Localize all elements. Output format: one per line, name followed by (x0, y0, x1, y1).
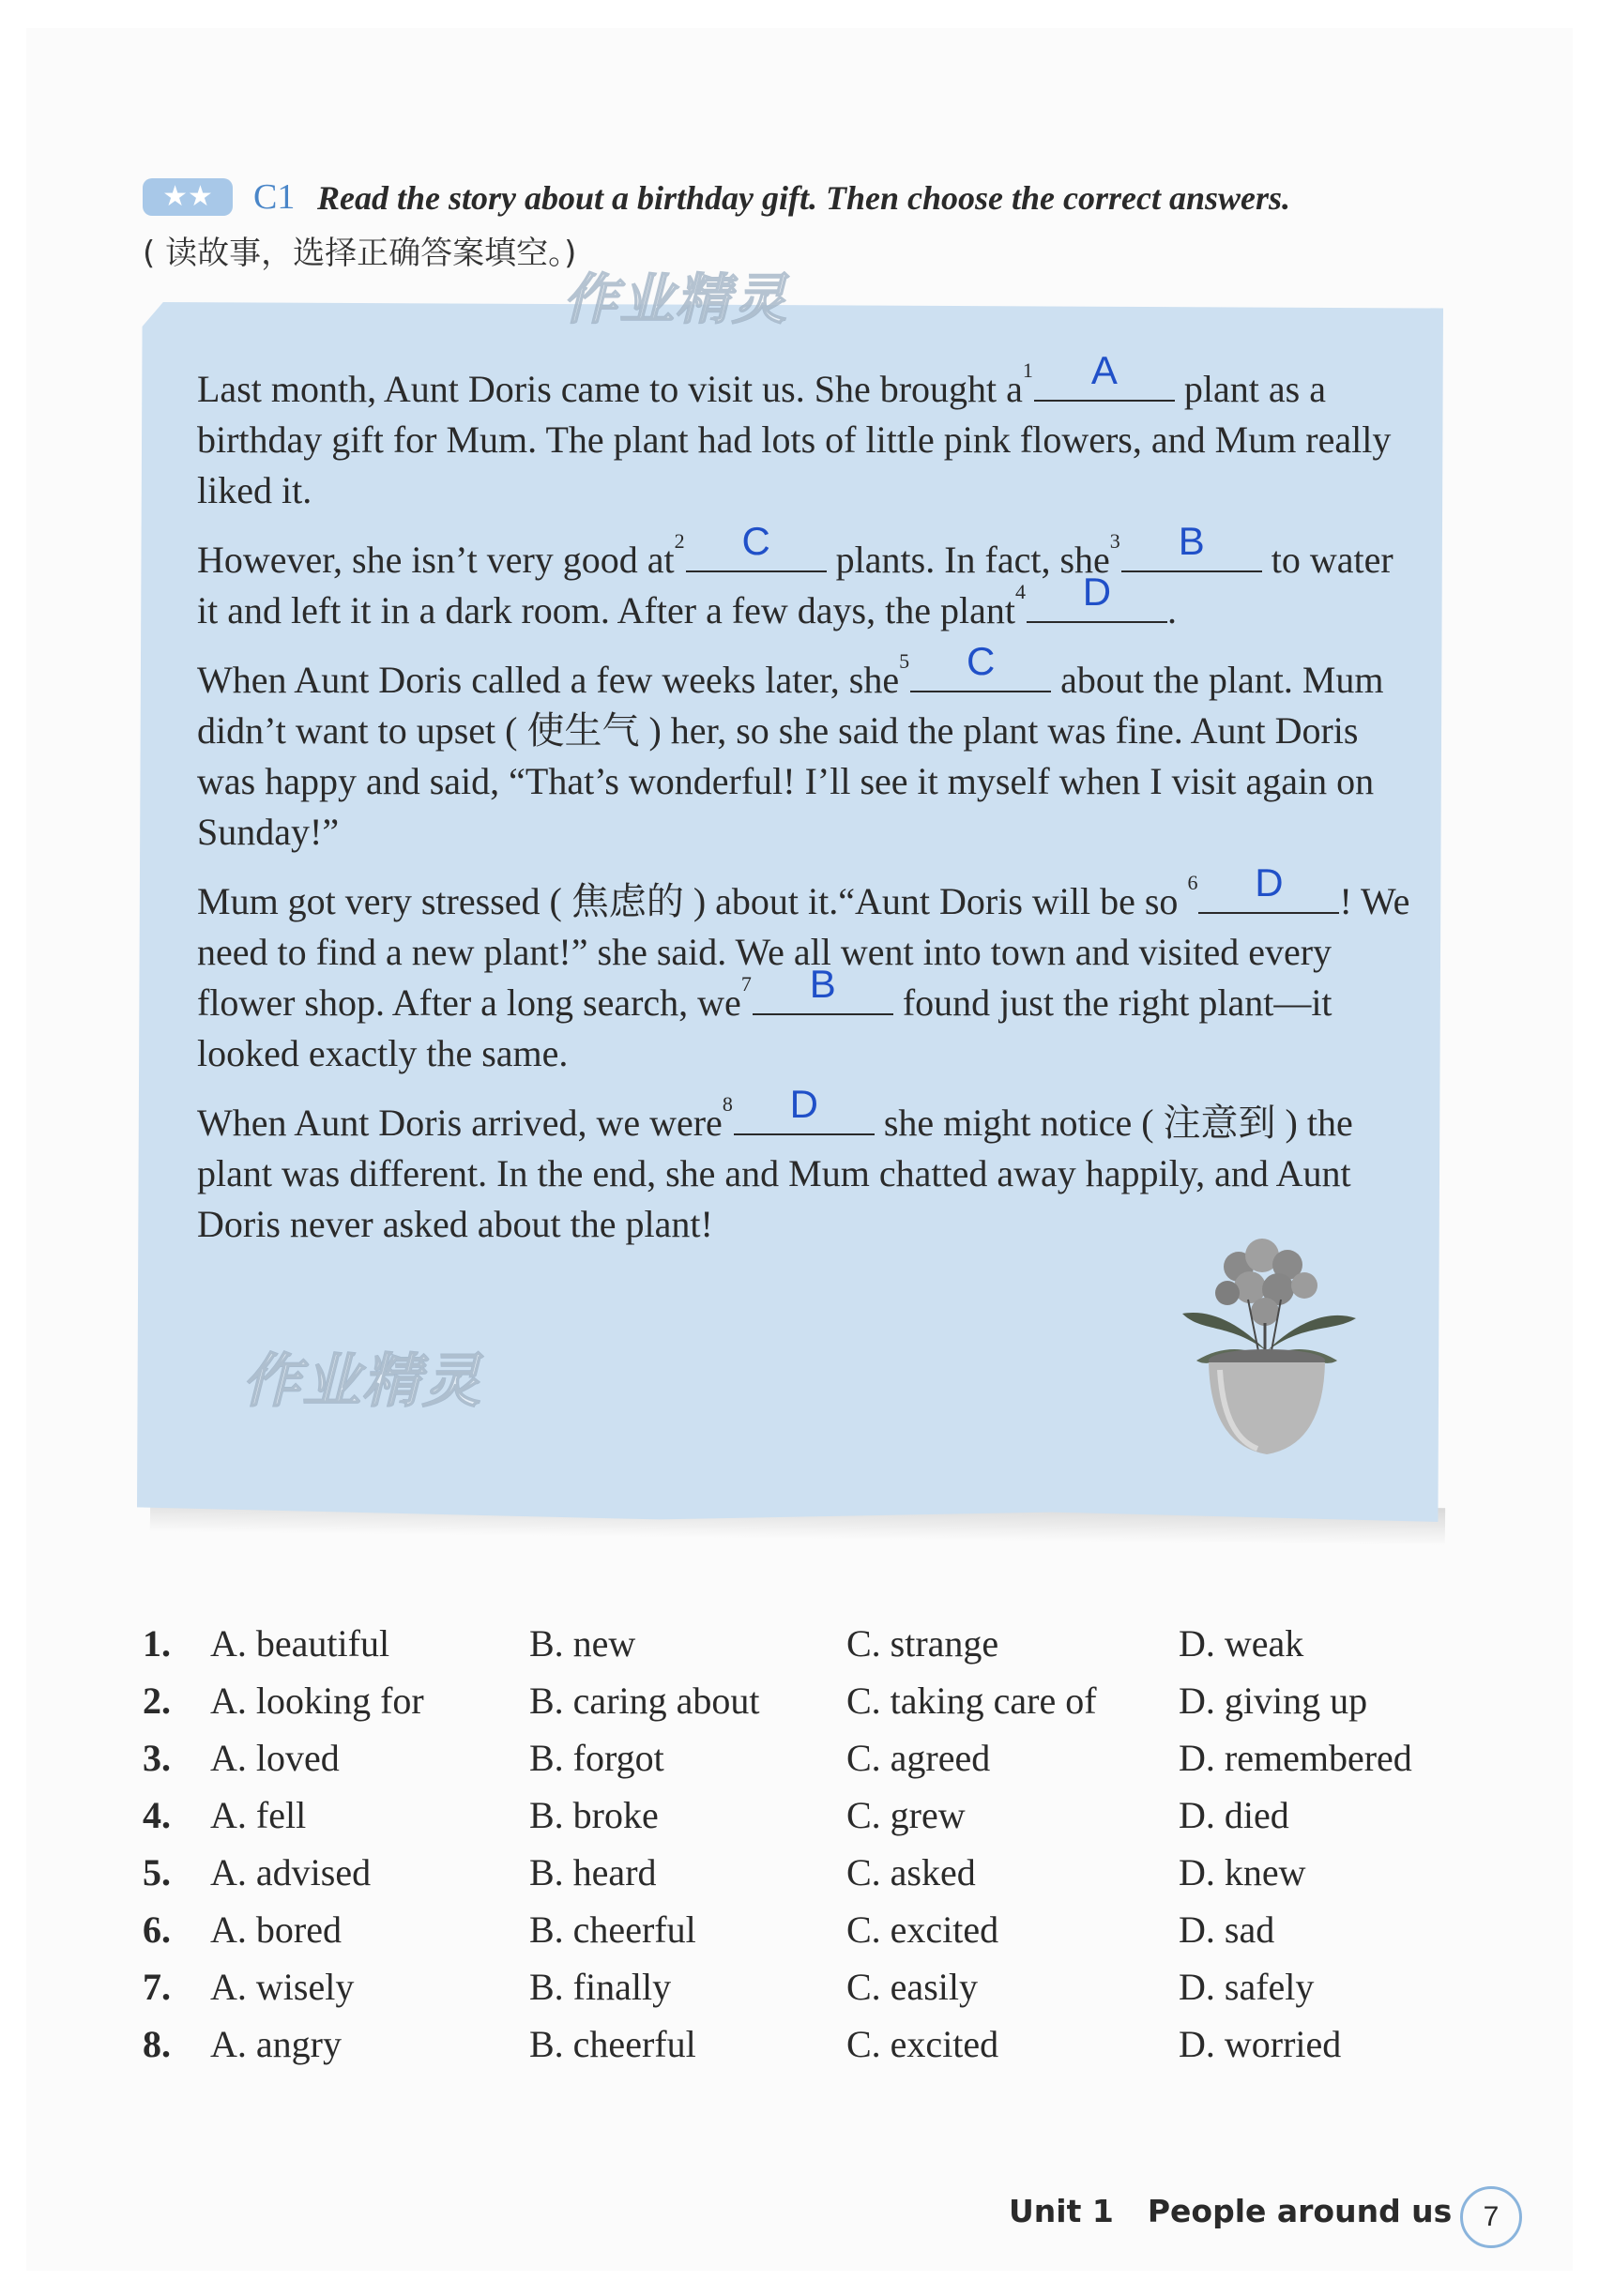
option-c[interactable]: C. asked (846, 1851, 976, 1893)
blank-number: 5 (899, 649, 910, 673)
option-b[interactable]: B. heard (529, 1851, 657, 1893)
option-row (143, 1793, 1456, 1850)
option-d[interactable]: D. worried (1179, 2023, 1342, 2065)
page-number (1460, 2186, 1522, 2248)
answer-blank-8[interactable] (722, 1082, 875, 1135)
handwritten-answer: B (809, 962, 836, 1006)
option-a[interactable]: A. angry (210, 2023, 342, 2065)
option-row (143, 1736, 1456, 1793)
story-text-segment: she might notice ( 注意到 ) the plant was different. In the end, she and Mum chatted away happily, and Aunt Doris never asked about the plant! (197, 1102, 1353, 1245)
option-a[interactable]: A. loved (210, 1737, 340, 1779)
blank-number: 6 (1187, 871, 1198, 894)
story-paragraph-1 (197, 348, 1417, 516)
option-d[interactable]: D. remembered (1179, 1737, 1412, 1779)
story-text-segment: However, she isn’t very good at (197, 539, 675, 581)
option-d[interactable]: D. weak (1179, 1622, 1304, 1665)
option-a[interactable]: A. advised (210, 1851, 372, 1893)
section-label: C1 (253, 177, 296, 217)
option-d[interactable]: D. knew (1179, 1851, 1306, 1893)
option-row (143, 1908, 1456, 1965)
question-number: 4. (143, 1794, 171, 1836)
option-a[interactable]: A. wisely (210, 1966, 355, 2008)
instruction-text: Read the story about a birthday gift. Then choose the correct answers. (317, 179, 1291, 217)
question-number: 5. (143, 1851, 171, 1893)
difficulty-stars-badge (143, 178, 233, 216)
option-b[interactable]: B. caring about (529, 1680, 760, 1722)
option-b[interactable]: B. new (529, 1622, 636, 1665)
option-c[interactable]: C. strange (846, 1622, 999, 1665)
question-number: 1. (143, 1622, 171, 1665)
answer-blank-6[interactable] (1187, 860, 1339, 914)
story-text-segment: Last month, Aunt Doris came to visit us. She brought a (197, 368, 1023, 410)
handwritten-answer: D (1255, 860, 1284, 905)
story-text-segment: Mum got very stressed ( 焦虑的 ) about it.“Aunt Doris will be so (197, 880, 1179, 922)
story-paragraph-2 (197, 519, 1417, 636)
blank-number: 2 (674, 529, 685, 553)
blank-number: 1 (1022, 358, 1033, 382)
handwritten-answer: D (789, 1082, 818, 1126)
handwritten-answer: C (966, 639, 996, 683)
option-b[interactable]: B. finally (529, 1966, 672, 2008)
option-b[interactable]: B. forgot (529, 1737, 664, 1779)
question-number: 6. (143, 1908, 171, 1951)
option-d[interactable]: D. died (1179, 1794, 1289, 1836)
story-text-segment: When Aunt Doris arrived, we were (197, 1102, 723, 1144)
question-number: 2. (143, 1680, 171, 1722)
option-a[interactable]: A. fell (210, 1794, 307, 1836)
unit-label: Unit 1 (1009, 2193, 1114, 2229)
story-paragraph-3 (197, 639, 1417, 858)
blank-number: 3 (1109, 529, 1120, 553)
watermark-bottom: 作业精灵 (242, 1346, 483, 1415)
story-text-segment: found just the right plant—it looked exactly the same. (197, 981, 1332, 1074)
answer-blank-7[interactable] (740, 962, 893, 1015)
story-text (197, 348, 1417, 1269)
page-footer (1009, 2193, 1452, 2229)
option-c[interactable]: C. agreed (846, 1737, 991, 1779)
option-d[interactable]: D. sad (1179, 1908, 1275, 1951)
answer-blank-2[interactable] (674, 519, 827, 572)
option-b[interactable]: B. cheerful (529, 2023, 696, 2065)
option-d[interactable]: D. giving up (1179, 1680, 1368, 1722)
story-text-segment: to water it and left it in a dark room. After a few days, the plant (197, 539, 1393, 631)
unit-title: People around us (1147, 2193, 1453, 2229)
answer-blank-5[interactable] (899, 639, 1051, 692)
story-text-segment: ! We need to find a new plant!” she said. We all went into town and visited every flower shop. After a long search, we (197, 880, 1410, 1024)
handwritten-answer: B (1178, 519, 1205, 563)
flower-pot (1209, 1349, 1325, 1454)
handwritten-answer: C (741, 519, 770, 563)
story-text-segment: plant as a birthday gift for Mum. The plant had lots of little pink flowers, and Mum really liked it. (197, 368, 1392, 511)
option-c[interactable]: C. easily (846, 1966, 978, 2008)
answer-blank-1[interactable] (1022, 348, 1175, 402)
option-row (143, 1850, 1456, 1908)
story-paragraph-4 (197, 860, 1417, 1079)
option-row (143, 2022, 1456, 2079)
question-number: 7. (143, 1966, 171, 2008)
plant-flowers (1215, 1239, 1317, 1361)
option-row (143, 1621, 1456, 1679)
story-text-segment: . (1166, 589, 1177, 631)
handwritten-answer: D (1082, 570, 1112, 614)
blank-number: 8 (722, 1092, 733, 1116)
star-icons: ★★ (162, 180, 213, 213)
option-c[interactable]: C. excited (846, 2023, 999, 2065)
option-b[interactable]: B. broke (529, 1794, 659, 1836)
story-text-segment: plants. In fact, she (835, 539, 1110, 581)
blank-number: 4 (1014, 580, 1026, 603)
option-c[interactable]: C. excited (846, 1908, 999, 1951)
watermark-top: 作业精灵 (563, 267, 789, 331)
handwritten-answer: A (1090, 348, 1118, 392)
option-a[interactable]: A. bored (210, 1908, 342, 1951)
option-b[interactable]: B. cheerful (529, 1908, 696, 1951)
option-c[interactable]: C. grew (846, 1794, 966, 1836)
story-text-segment: about the plant. Mum didn’t want to upset ( 使生气 ) her, so she said the plant was fine. Aunt Doris was happy and said, “That’s wonderful! I’ll see it myself when I visit again on Sunday!” (197, 659, 1384, 853)
option-row (143, 1679, 1456, 1736)
answer-options-list (143, 1621, 1456, 2079)
option-c[interactable]: C. taking care of (846, 1680, 1097, 1722)
blank-number: 7 (740, 972, 752, 996)
option-a[interactable]: A. looking for (210, 1680, 424, 1722)
page-number-text: 7 (1483, 2201, 1500, 2232)
instruction-chinese: ( 读故事，选择正确答案填空。) (143, 235, 577, 272)
option-d[interactable]: D. safely (1179, 1966, 1315, 2008)
answer-blank-4[interactable] (1014, 570, 1167, 623)
potted-plant-illustration (1145, 1220, 1389, 1464)
story-text-segment: When Aunt Doris called a few weeks later, she (197, 659, 900, 701)
option-row (143, 1965, 1456, 2022)
question-number: 8. (143, 2023, 171, 2065)
option-a[interactable]: A. beautiful (210, 1622, 390, 1665)
question-number: 3. (143, 1737, 171, 1779)
